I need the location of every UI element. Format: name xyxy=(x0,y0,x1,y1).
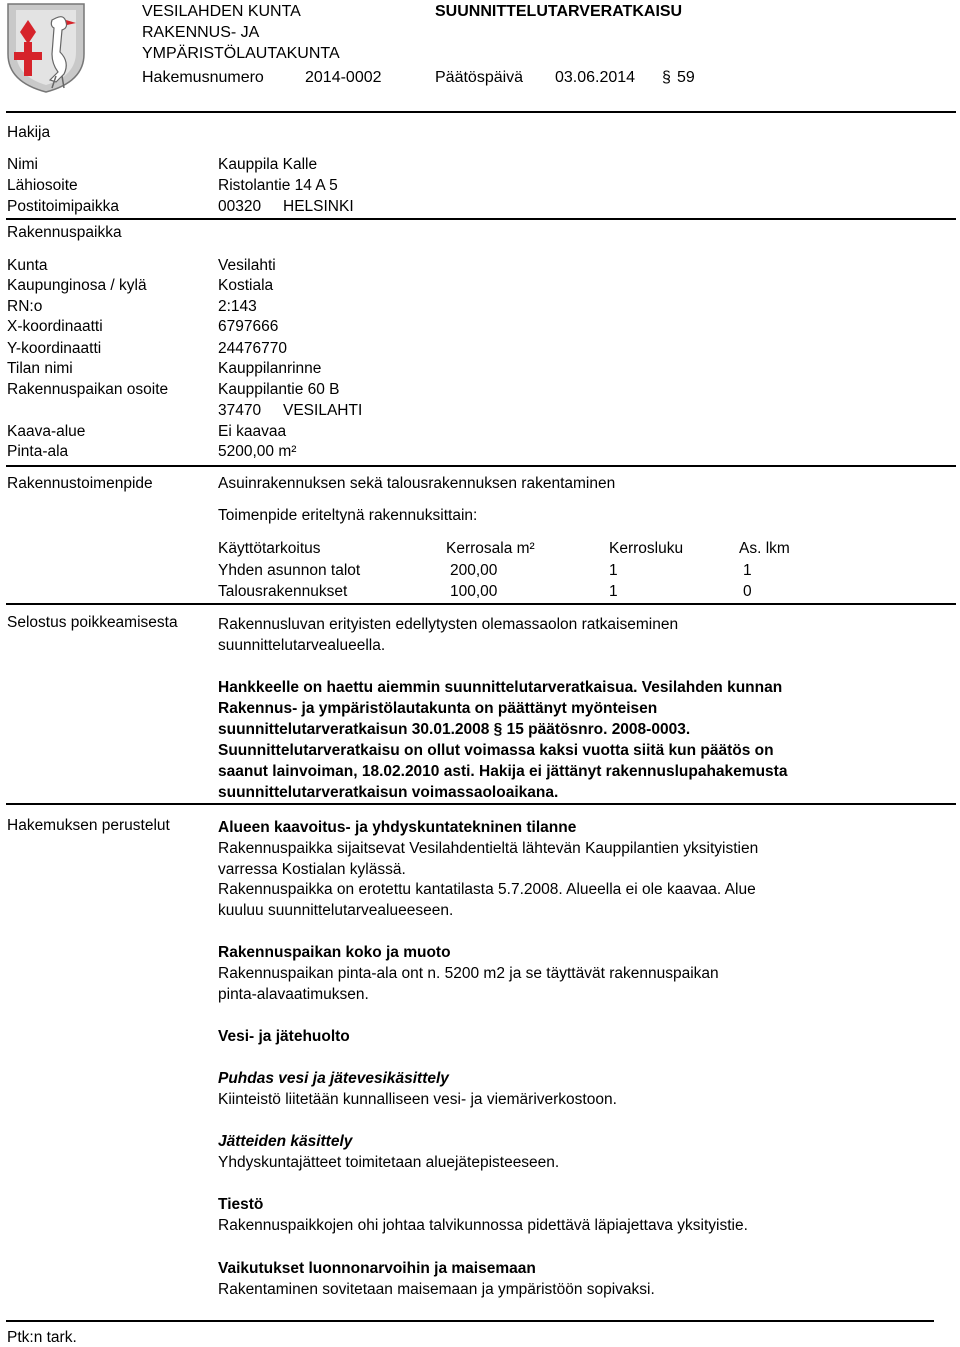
zoning-situation-text-2: Rakennuspaikka on erotettu kantatilasta 5.7.2008. Alueella ei ole kaavaa. Alue kuuluu suunnittelutarvealueeseen. xyxy=(218,881,756,919)
document-type: SUUNNITTELUTARVERATKAISU xyxy=(435,3,683,20)
water-waste-title: Vesi- ja jätehuolto xyxy=(218,1028,350,1045)
y-coordinate-value: 24476770 xyxy=(218,340,287,357)
site-address-label: Rakennuspaikan osoite xyxy=(7,381,169,398)
decision-date-label: Päätöspäivä xyxy=(435,69,524,86)
application-number-label: Hakemusnumero xyxy=(142,69,264,86)
applicant-address: Ristolantie 14 A 5 xyxy=(218,177,338,194)
postal-label: Postitoimipaikka xyxy=(7,198,119,215)
site-size-title: Rakennuspaikan koko ja muoto xyxy=(218,944,451,961)
municipality-value: Vesilahti xyxy=(218,257,276,274)
table-row-1-floor-area: 200,00 xyxy=(450,562,498,579)
table-header-floors: Kerrosluku xyxy=(609,540,684,557)
roads-title: Tiestö xyxy=(218,1196,264,1213)
itemized-intro: Toimenpide eriteltynä rakennuksittain: xyxy=(218,507,478,524)
x-coordinate-label: X-koordinaatti xyxy=(7,318,103,335)
site-address-value: Kauppilantie 60 B xyxy=(218,381,340,398)
water-text: Kiinteistö liitetään kunnalliseen vesi- ja viemäriverkostoon. xyxy=(218,1091,617,1108)
application-number: 2014-0002 xyxy=(305,69,382,86)
table-row-2-usage: Talousrakennukset xyxy=(218,583,348,600)
table-header-usage: Käyttötarkoitus xyxy=(218,540,321,557)
rn-value: 2:143 xyxy=(218,298,257,315)
org-name-line2: RAKENNUS- JA xyxy=(142,24,260,41)
village-value: Kostiala xyxy=(218,277,274,294)
table-row-1-dwellings: 1 xyxy=(743,562,752,579)
zoning-label: Kaava-alue xyxy=(7,423,86,440)
roads-text: Rakennuspaikkojen ohi johtaa talvikunnossa pidettävä läpiajettava yksityistie. xyxy=(218,1217,748,1234)
site-postal-code: 37470 xyxy=(218,402,262,419)
name-label: Nimi xyxy=(7,156,38,173)
area-value: 5200,00 m² xyxy=(218,443,297,460)
water-subtitle: Puhdas vesi ja jätevesikäsittely xyxy=(218,1070,449,1087)
minutes-check-note: Ptk:n tark. xyxy=(7,1329,77,1346)
header-divider xyxy=(6,111,956,113)
village-label: Kaupunginosa / kylä xyxy=(7,277,147,294)
site-city: VESILAHTI xyxy=(283,402,363,419)
table-row-1-floors: 1 xyxy=(609,562,618,579)
address-label: Lähiosoite xyxy=(7,177,78,194)
measure-label: Rakennustoimenpide xyxy=(7,475,153,492)
table-row-2-dwellings: 0 xyxy=(743,583,752,600)
applicant-postal-code: 00320 xyxy=(218,198,262,215)
x-coordinate-value: 6797666 xyxy=(218,318,279,335)
y-coordinate-label: Y-koordinaatti xyxy=(7,340,102,357)
deviation-label: Selostus poikkeamisesta xyxy=(7,614,178,631)
measure-divider xyxy=(6,603,956,605)
estate-value: Kauppilanrinne xyxy=(218,360,322,377)
landscape-text: Rakentaminen sovitetaan maisemaan ja ympäristöön sopivaksi. xyxy=(218,1281,655,1298)
waste-subtitle: Jätteiden käsittely xyxy=(218,1133,353,1150)
site-divider xyxy=(6,465,956,467)
waste-text: Yhdyskuntajätteet toimitetaan aluejätepisteeseen. xyxy=(218,1154,560,1171)
deviation-text: Rakennusluvan erityisten edellytysten olemassaolon ratkaiseminen suunnittelutarvealueella. xyxy=(218,616,679,654)
table-row-1-usage: Yhden asunnon talot xyxy=(218,562,361,579)
table-header-dwellings: As. lkm xyxy=(739,540,790,557)
zoning-value: Ei kaavaa xyxy=(218,423,287,440)
org-name-line1: VESILAHDEN KUNTA xyxy=(142,3,301,20)
section-sign: § xyxy=(662,69,671,86)
deviation-bold-note: Hankkeelle on haettu aiemmin suunnittelutarveratkaisua. Vesilahden kunnan Rakennus- ja ympäristölautakunta on päättänyt myönteisen suunnittelutarveratkaisun 30.01.2008 § 15 päätösnro. 2008-0003. Suunnittelutarveratkaisu on ollut voimassa kaksi vuotta siitä kun päätös on saanut lainvoiman, 18.02.2010 asti. Hakija ei jättänyt rakennuslupahakemusta suunnittelutarveratkaisun voimassaoloaikana. xyxy=(218,679,788,801)
footer-divider xyxy=(6,1320,934,1322)
applicant-city: HELSINKI xyxy=(283,198,354,215)
site-size-text: Rakennuspaikan pinta-ala ont n. 5200 m2 ja se täyttävät rakennuspaikan pinta-alavaatimuksen. xyxy=(218,965,719,1003)
decision-date: 03.06.2014 xyxy=(555,69,636,86)
rn-label: RN:o xyxy=(7,298,43,315)
municipality-crest xyxy=(6,2,86,94)
applicant-heading: Hakija xyxy=(7,124,51,141)
municipality-label: Kunta xyxy=(7,257,48,274)
site-heading: Rakennuspaikka xyxy=(7,224,122,241)
table-row-2-floor-area: 100,00 xyxy=(450,583,498,600)
applicant-name: Kauppila Kalle xyxy=(218,156,318,173)
zoning-situation-text-1: Rakennuspaikka sijaitsevat Vesilahdentieltä lähtevän Kauppilantien yksityistien varressa Kostialan kylässä. xyxy=(218,840,759,878)
landscape-title: Vaikutukset luonnonarvoihin ja maisemaan xyxy=(218,1260,536,1277)
org-name-line3: YMPÄRISTÖLAUTAKUNTA xyxy=(142,45,340,62)
measure-value: Asuinrakennuksen sekä talousrakennuksen rakentaminen xyxy=(218,475,616,492)
section-number: 59 xyxy=(677,69,695,86)
area-label: Pinta-ala xyxy=(7,443,69,460)
applicant-divider xyxy=(6,218,956,220)
table-row-2-floors: 1 xyxy=(609,583,618,600)
zoning-situation-title: Alueen kaavoitus- ja yhdyskuntatekninen tilanne xyxy=(218,819,577,836)
table-header-floor-area: Kerrosala m² xyxy=(446,540,535,557)
justification-label: Hakemuksen perustelut xyxy=(7,817,170,834)
estate-label: Tilan nimi xyxy=(7,360,73,377)
deviation-divider xyxy=(6,803,956,805)
